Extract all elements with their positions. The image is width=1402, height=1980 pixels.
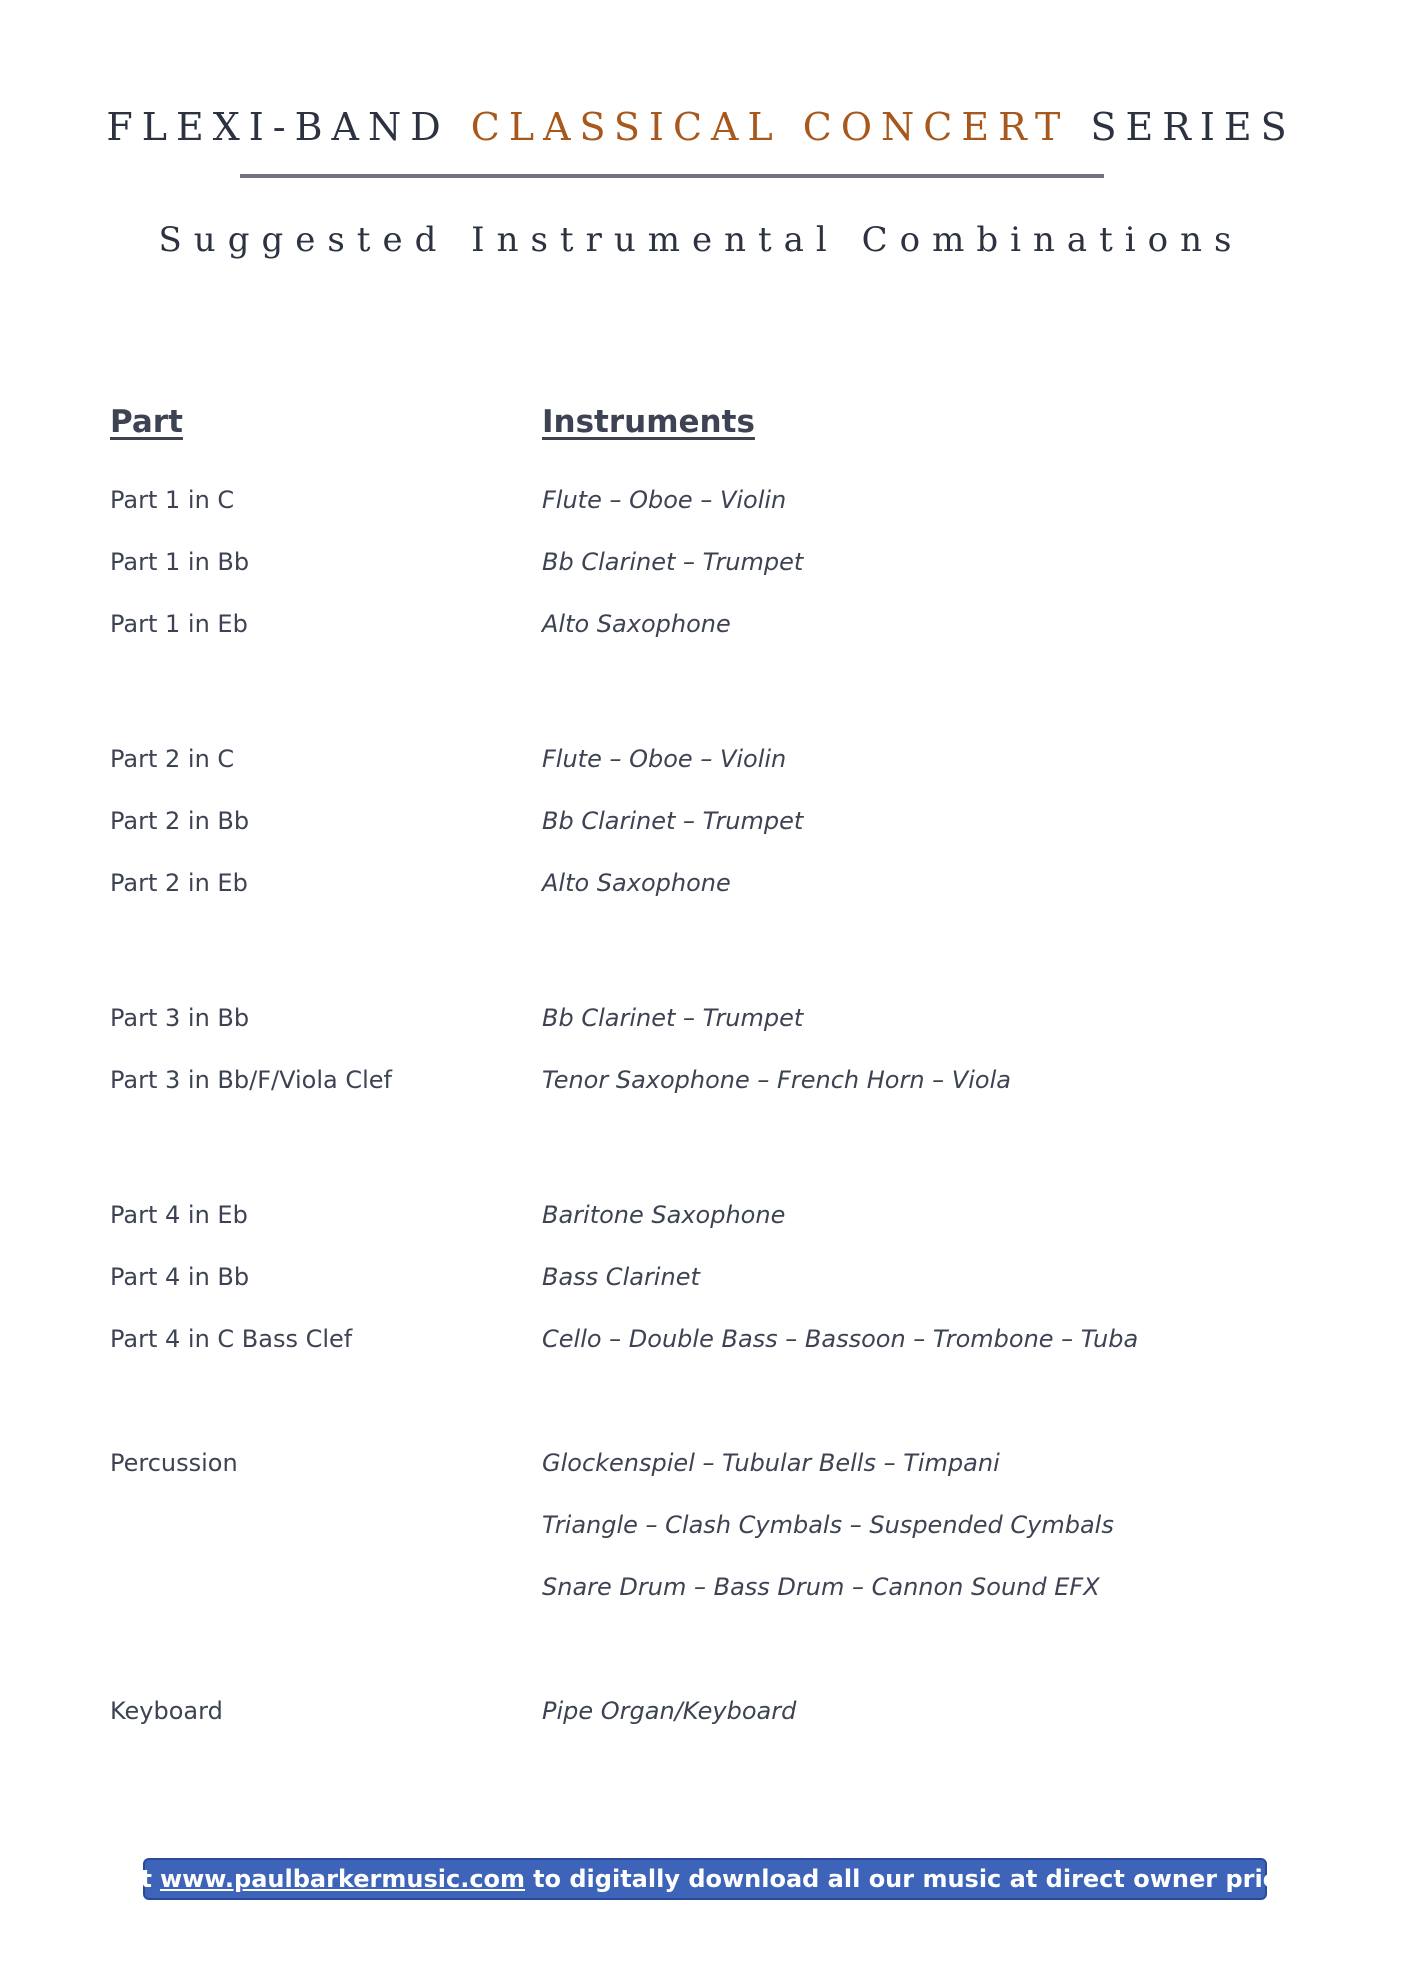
series-title <box>0 105 1402 149</box>
instrument-list: Bb Clarinet – Trumpet <box>542 807 804 835</box>
part-label: Part 4 in Bb <box>110 1263 250 1291</box>
instrument-list: Cello – Double Bass – Bassoon – Trombone – Tuba <box>542 1325 1139 1353</box>
series-title-part2: SERIES <box>1090 105 1296 149</box>
part-label: Keyboard <box>110 1697 223 1725</box>
instrument-list: Bass Clarinet <box>542 1263 700 1291</box>
instrument-list: Alto Saxophone <box>542 610 731 638</box>
instrument-list: Glockenspiel – Tubular Bells – Timpani <box>542 1449 1000 1477</box>
series-title-part1: FLEXI-BAND <box>106 105 450 149</box>
footer-prefix: Visit <box>91 1865 152 1893</box>
part-label: Percussion <box>110 1449 238 1477</box>
footer-suffix: to digitally download all our music at direct owner prices! <box>533 1865 1319 1893</box>
part-label: Part 1 in Eb <box>110 610 248 638</box>
footer-banner <box>91 1858 1319 1900</box>
part-label: Part 4 in Eb <box>110 1201 248 1229</box>
part-label: Part 2 in Bb <box>110 807 250 835</box>
series-title-accent: CLASSICAL CONCERT <box>470 105 1070 149</box>
instrument-list: Flute – Oboe – Violin <box>542 745 787 773</box>
part-label: Part 2 in C <box>110 745 235 773</box>
column-header-part: Part <box>110 404 183 440</box>
instrument-list: Bb Clarinet – Trumpet <box>542 548 804 576</box>
website-link[interactable]: www.paulbarkermusic.com <box>159 1865 526 1893</box>
instrument-list: Alto Saxophone <box>542 869 731 897</box>
instrument-list: Snare Drum – Bass Drum – Cannon Sound EFX <box>542 1573 1100 1601</box>
part-label: Part 1 in Bb <box>110 548 250 576</box>
instrument-list: Pipe Organ/Keyboard <box>542 1697 797 1725</box>
title-divider <box>240 174 1104 178</box>
page-subtitle: Suggested Instrumental Combinations <box>158 220 1244 260</box>
part-label: Part 2 in Eb <box>110 869 248 897</box>
part-label: Part 3 in Bb/F/Viola Clef <box>110 1066 392 1094</box>
part-label: Part 1 in C <box>110 486 235 514</box>
part-label: Part 3 in Bb <box>110 1004 250 1032</box>
instrument-list: Bb Clarinet – Trumpet <box>542 1004 804 1032</box>
part-label: Part 4 in C Bass Clef <box>110 1325 353 1353</box>
instrument-list: Triangle – Clash Cymbals – Suspended Cymbals <box>542 1511 1114 1539</box>
instrument-list: Flute – Oboe – Violin <box>542 486 787 514</box>
instrument-list: Baritone Saxophone <box>542 1201 786 1229</box>
column-header-instruments: Instruments <box>542 404 755 440</box>
instrument-list: Tenor Saxophone – French Horn – Viola <box>542 1066 1011 1094</box>
